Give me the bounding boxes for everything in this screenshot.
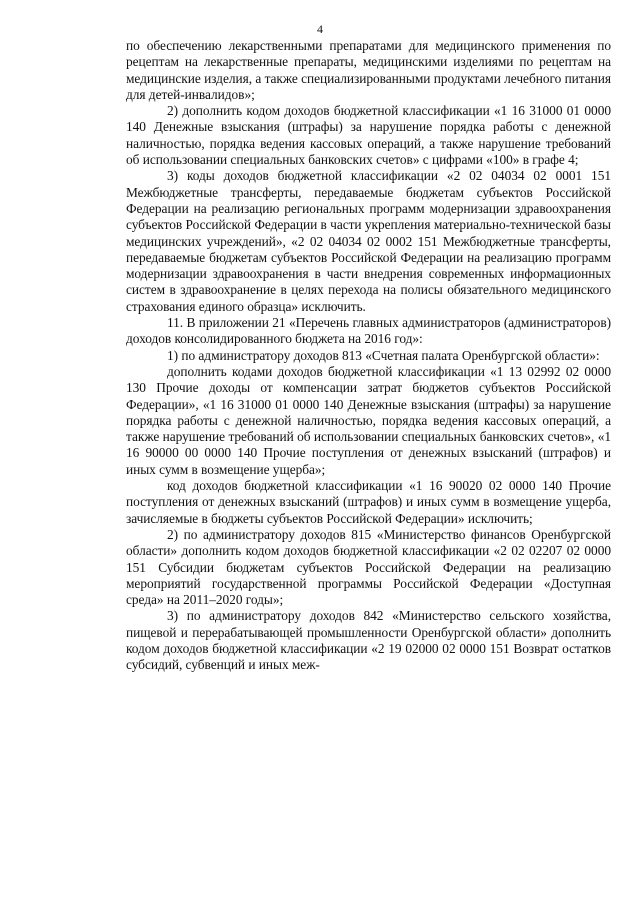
paragraph-admin-813-add-codes: дополнить кодами доходов бюджетной классификации «1 13 02992 02 0000 130 Прочие доходы от компенсации затрат бюджетов субъектов Российской Федерации», «1 16 31000 01 0000 140 Денежные взыскания (штрафы) за нарушение порядка работы с денежной наличностью, порядка ведения кассовых операций, а также нарушение требований об использовании специальных банковских счетов», «1 16 90000 00 0000 140 Прочие поступления от денежных взысканий (штрафов) и иных сумм в возмещение ущерба»; xyxy=(126,363,611,477)
document-body xyxy=(126,38,611,674)
paragraph-admin-842: 3) по администратору доходов 842 «Министерство сельского хозяйства, пищевой и перерабатывающей промышленности Оренбургской области» дополнить кодом доходов бюджетной классификации «2 19 02000 02 0000 151 Возврат остатков субсидий, субвенций и иных меж- xyxy=(126,608,611,673)
page-number: 4 xyxy=(317,22,323,36)
paragraph-item-3-exclude-codes: 3) коды доходов бюджетной классификации «2 02 04034 02 0001 151 Межбюджетные трансферты, передаваемые бюджетам субъектов Российской Федерации на реализацию региональных программ модернизации здравоохранения субъектов Российской Федерации в части укрепления материально-технической базы медицинских учреждений», «2 02 04034 02 0002 151 Межбюджетные трансферты, передаваемые бюджетам субъектов Российской Федерации на реализацию программ модернизации здравоохранения в части внедрения современных информационных систем в здравоохранение в целях перехода на полисы обязательного медицинского страхования единого образца» исключить. xyxy=(126,168,611,314)
paragraph-continuation: по обеспечению лекарственными препаратами для медицинского применения по рецептам на лекарственные препараты, медицинскими изделиями по рецептам на медицинские изделия, а также специализированными продуктами лечебного питания для детей-инвалидов»; xyxy=(126,38,611,102)
paragraph-admin-813: 1) по администратору доходов 813 «Счетная палата Оренбургской области»: xyxy=(167,347,600,363)
paragraph-item-2-add-code: 2) дополнить кодом доходов бюджетной классификации «1 16 31000 01 0000 140 Денежные взыскания (штрафы) за нарушение порядка работы с денежной наличностью, порядка ведения кассовых операций, а также нарушение требований об использовании специальных банковских счетов» с цифрами «100» в графе 4; xyxy=(126,103,611,168)
paragraph-section-11: 11. В приложении 21 «Перечень главных администраторов (администраторов) доходов консолидированного бюджета на 2016 год»: xyxy=(126,315,611,347)
paragraph-admin-815: 2) по администратору доходов 815 «Министерство финансов Оренбургской области» дополнить кодом доходов бюджетной классификации «2 02 02207 02 0000 151 Субсидии бюджетам субъектов Российской Федерации на реализацию мероприятий государственной программы Российской Федерации «Доступная среда» на 2011–2020 годы»; xyxy=(126,526,611,608)
paragraph-admin-813-exclude-code: код доходов бюджетной классификации «1 16 90020 02 0000 140 Прочие поступления от денежных взысканий (штрафов) и иных сумм в возмещение ущерба, зачисляемые в бюджеты субъектов Российской Федерации» исключить; xyxy=(126,478,611,526)
